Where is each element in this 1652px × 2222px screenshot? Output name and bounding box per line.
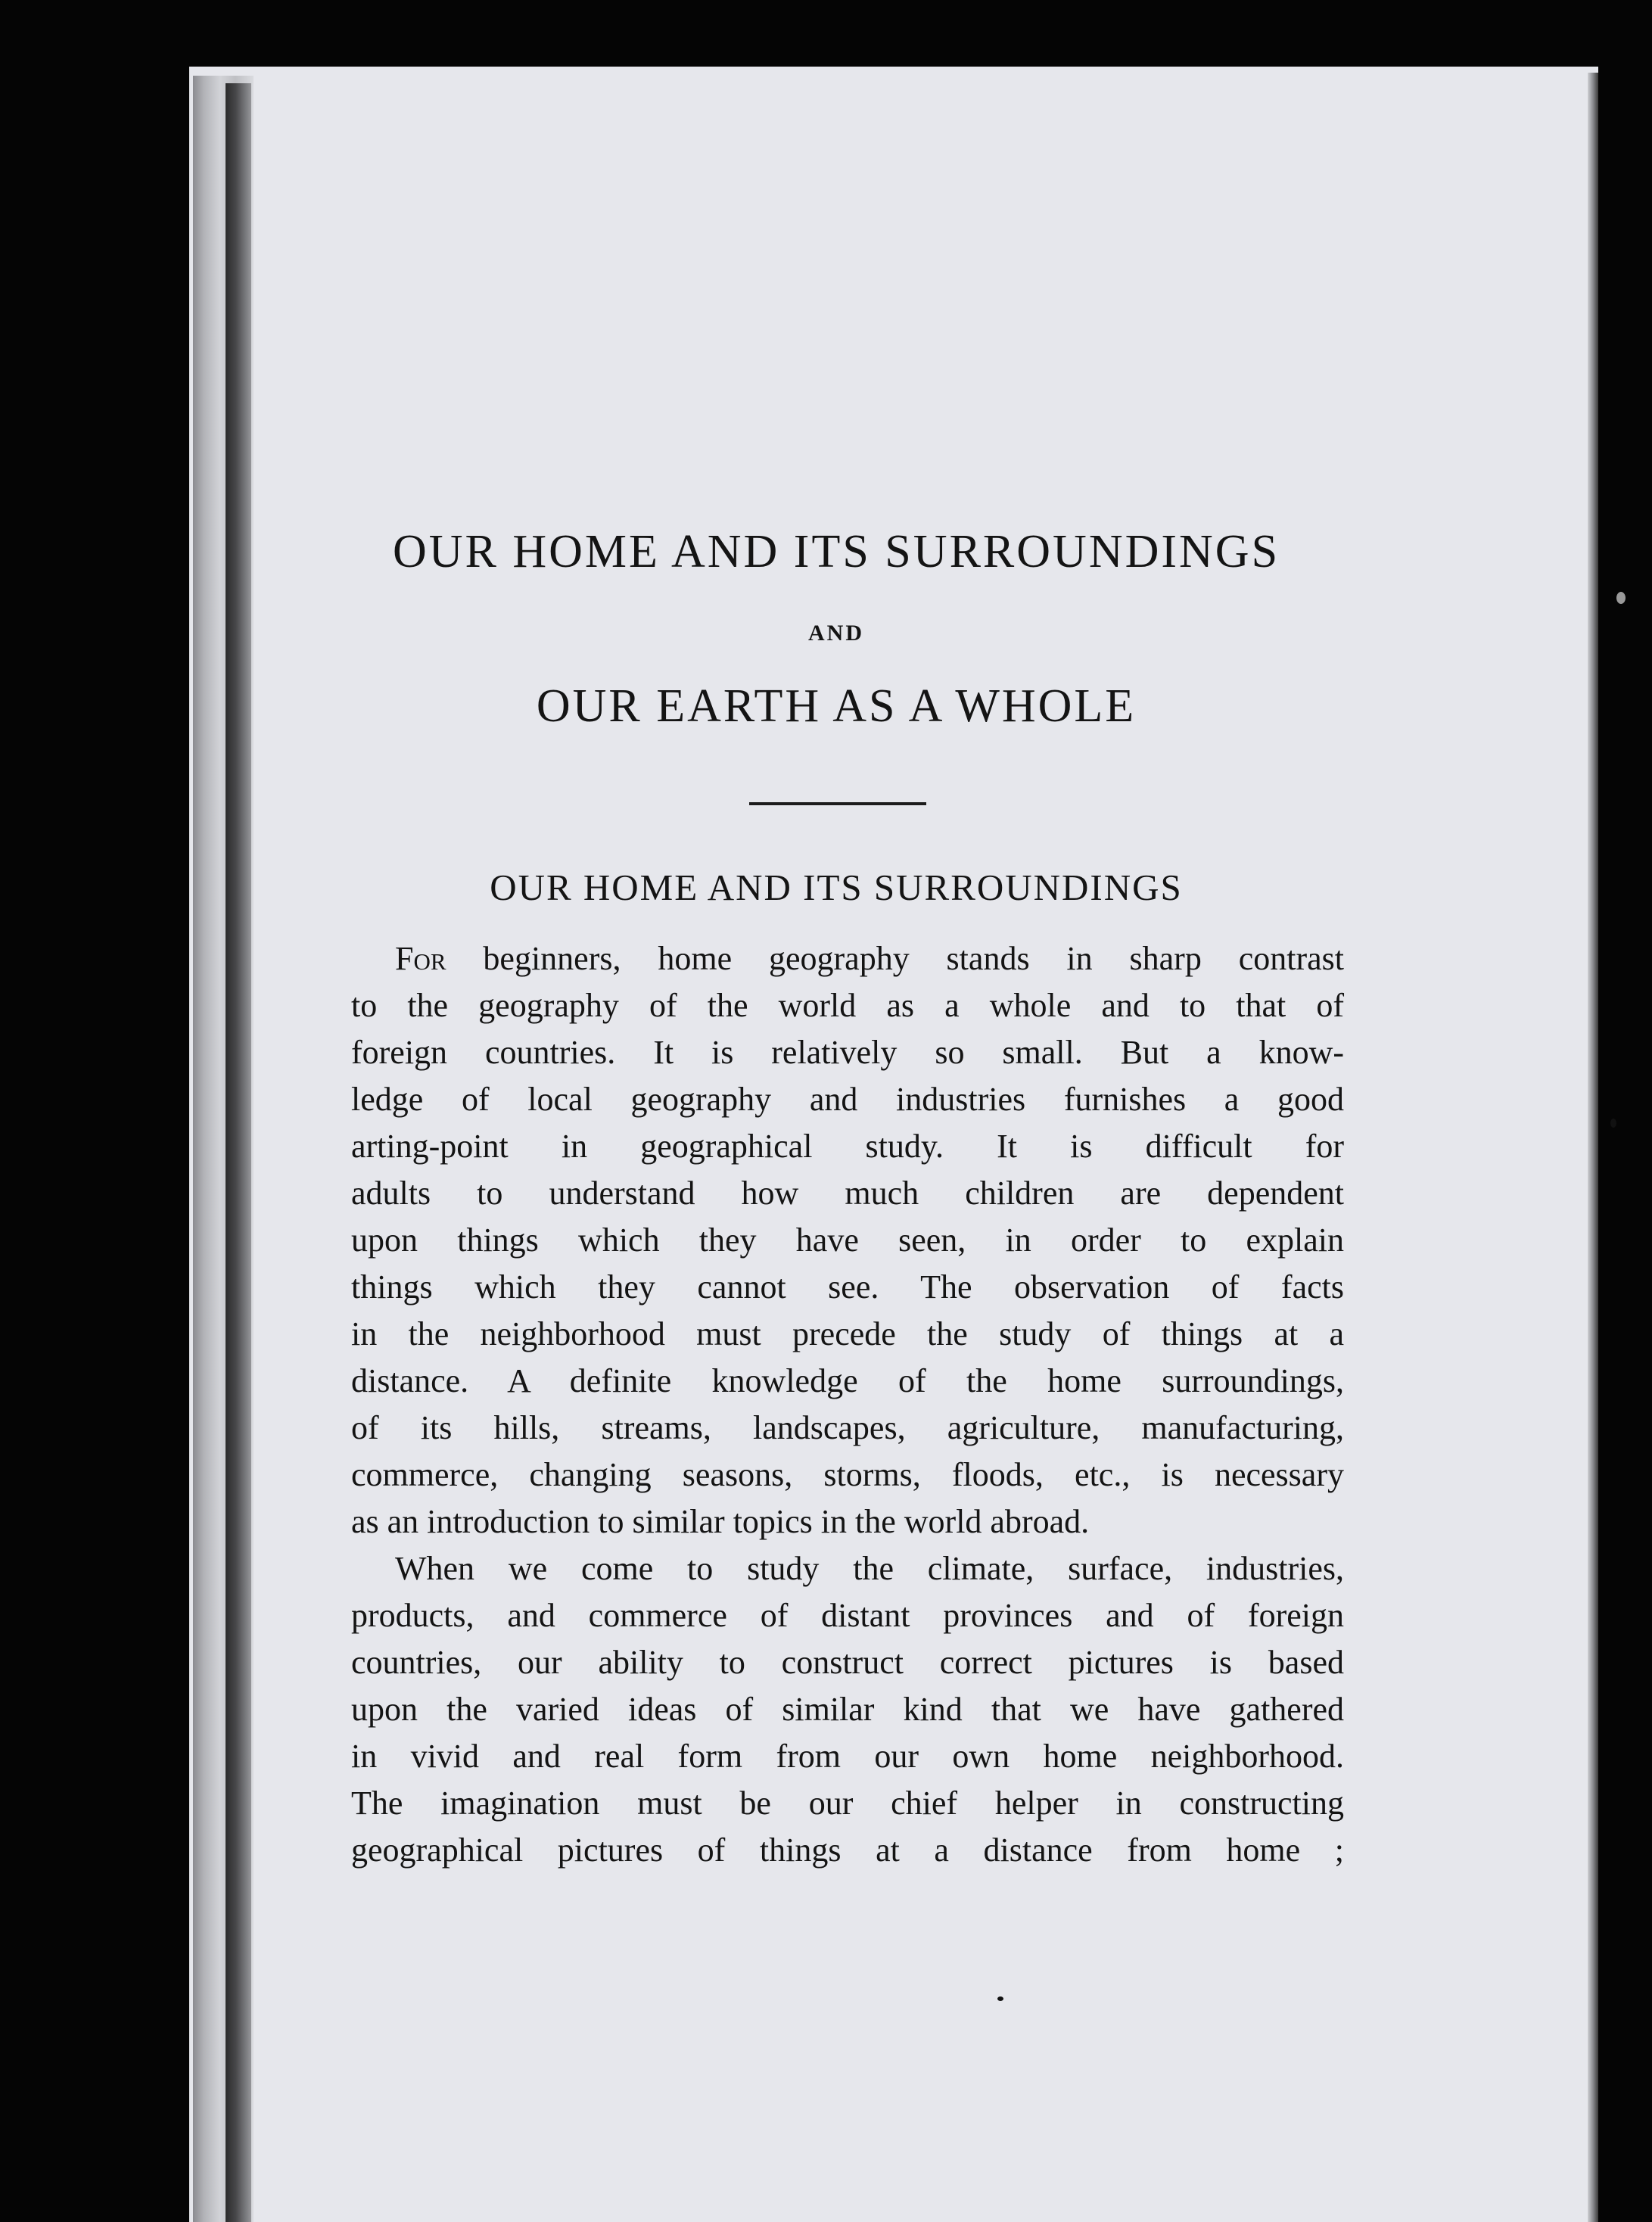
paragraph-line: The imagination must be our chief helper in constructing — [351, 1785, 1344, 1822]
paragraph-1 — [351, 935, 1344, 1545]
paragraph-line: arting-point in geographical study. It is difficult for — [351, 1128, 1344, 1165]
title-line-1: OUR HOME AND ITS SURROUNDINGS — [392, 526, 1280, 577]
paragraph-line: products, and commerce of distant provinces and of foreign — [351, 1597, 1344, 1634]
scan-speck — [1616, 592, 1626, 604]
page-edge — [1588, 73, 1598, 2222]
scan-speck — [1610, 1119, 1616, 1128]
paragraph-line: countries, our ability to construct correct pictures is based — [351, 1644, 1344, 1681]
title-divider-rule — [749, 802, 926, 805]
first-line-text: beginners, home geography stands in sharp contrast — [446, 940, 1344, 977]
paragraph-line: foreign countries. It is relatively so small. But a know- — [351, 1034, 1344, 1071]
paragraph-line: things which they cannot see. The observation of facts — [351, 1268, 1344, 1306]
paragraph-line — [351, 935, 1344, 982]
title-conjunction: AND — [808, 621, 864, 646]
paragraph-2 — [351, 1545, 1344, 1874]
paragraph-line: distance. A definite knowledge of the home surroundings, — [351, 1362, 1344, 1399]
paragraph-line: commerce, changing seasons, storms, floods, etc., is necessary — [351, 1456, 1344, 1493]
paragraph-line: as an introduction to similar topics in the world abroad. — [351, 1503, 1090, 1540]
title-line-2: OUR EARTH AS A WHOLE — [536, 680, 1137, 732]
paragraph-line: in the neighborhood must precede the study of things at a — [351, 1315, 1344, 1352]
scan-speck — [997, 1996, 1003, 2001]
section-heading: OUR HOME AND ITS SURROUNDINGS — [490, 867, 1183, 908]
paragraph-line: When we come to study the climate, surface, industries, — [395, 1550, 1344, 1587]
paragraph-line: of its hills, streams, landscapes, agriculture, manufacturing, — [351, 1409, 1344, 1446]
paragraph-line: geographical pictures of things at a distance from home ; — [351, 1831, 1344, 1869]
paragraph-line: ledge of local geography and industries furnishes a good — [351, 1081, 1344, 1118]
book-gutter — [226, 83, 251, 2222]
paragraph-line: in vivid and real form from our own home neighborhood. — [351, 1738, 1344, 1775]
paragraph-line: adults to understand how much children are dependent — [351, 1175, 1344, 1212]
paragraph-line: upon things which they have seen, in order to explain — [351, 1221, 1344, 1259]
lead-word: For — [395, 940, 446, 977]
paragraph-line: upon the varied ideas of similar kind that we have gathered — [351, 1691, 1344, 1728]
paragraph-line: to the geography of the world as a whole and to that of — [351, 987, 1344, 1024]
